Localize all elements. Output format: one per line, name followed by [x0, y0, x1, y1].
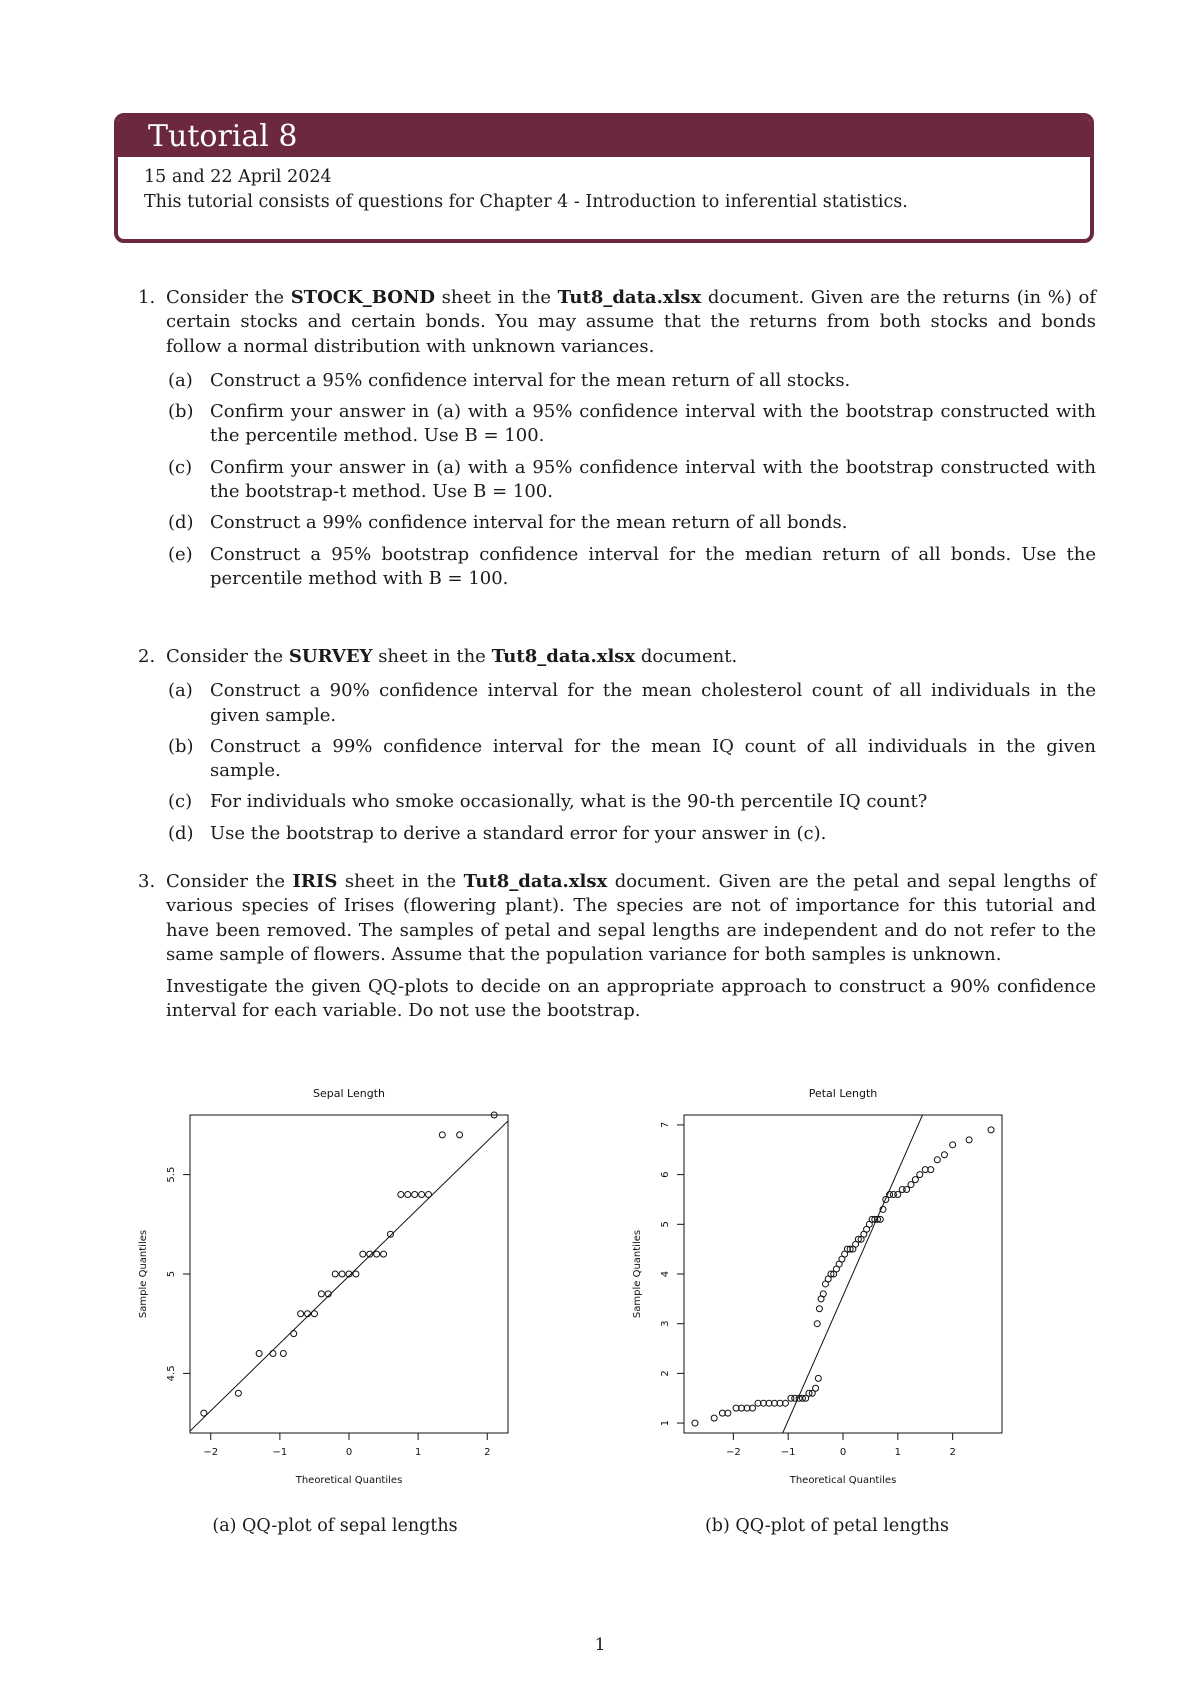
- x-tick-label: −2: [725, 1447, 741, 1458]
- y-tick-label: 5: [660, 1221, 671, 1228]
- y-tick-label: 5.5: [166, 1166, 177, 1183]
- sub-question: (c) Confirm your answer in (a) with a 95% confidence interval with the bootstrap constructed with the bootstrap-t method. Use B = 100.: [168, 456, 1096, 503]
- x-tick-label: −1: [272, 1447, 288, 1458]
- sub-question: (c) For individuals who smoke occasionally, what is the 90-th percentile IQ count?: [168, 791, 928, 813]
- y-tick-label: 1: [660, 1419, 671, 1427]
- x-tick-label: 0: [839, 1447, 847, 1458]
- data-point: [814, 1321, 820, 1327]
- data-point: [419, 1192, 425, 1198]
- y-tick-label: 7: [660, 1121, 671, 1129]
- data-point: [692, 1420, 698, 1426]
- page-number: 1: [594, 1635, 606, 1655]
- x-tick-label: −1: [780, 1447, 796, 1458]
- tutorial-description: This tutorial consists of questions for Chapter 4 - Introduction to inferential statistics.: [144, 192, 908, 212]
- question-stem: Consider the STOCK_BOND sheet in the Tut8_data.xlsx document. Given are the returns (in %) of certain stocks and certain bonds. You may assume that the returns from both stocks and bonds follow a normal distribution with unknown variances.: [166, 287, 1096, 357]
- data-point: [374, 1251, 380, 1257]
- data-point: [988, 1127, 994, 1133]
- data-point: [280, 1351, 286, 1357]
- x-tick-label: 2: [949, 1447, 956, 1458]
- y-axis-label: Sample Quantiles: [138, 1229, 149, 1319]
- sub-question: (b) Construct a 99% confidence interval for the mean IQ count of all individuals in the given sample.: [168, 735, 1096, 782]
- data-point: [908, 1182, 914, 1188]
- data-point: [820, 1291, 826, 1297]
- x-tick-label: 1: [414, 1447, 422, 1458]
- data-point: [318, 1291, 324, 1297]
- data-point: [405, 1192, 411, 1198]
- sub-question: (e) Construct a 95% bootstrap confidence interval for the median return of all bonds. Use the percentile method with B = 100.: [168, 543, 1096, 589]
- data-point: [201, 1410, 207, 1416]
- data-point: [412, 1192, 418, 1198]
- sheet-name: IRIS: [292, 871, 338, 892]
- data-point: [387, 1231, 393, 1237]
- chart-title: Petal Length: [808, 1087, 878, 1100]
- data-point: [966, 1137, 972, 1143]
- file-name: Tut8_data.xlsx: [491, 646, 636, 667]
- figure-caption-b: (b) QQ-plot of petal lengths: [704, 1516, 950, 1536]
- question-instruction: Investigate the given QQ-plots to decide on an appropriate approach to construct a 90% confidence interval for each variable. Do not use the bootstrap.: [166, 976, 1096, 1022]
- data-point: [934, 1157, 940, 1163]
- data-point: [256, 1351, 262, 1357]
- data-point: [381, 1251, 387, 1257]
- x-tick-label: 1: [894, 1447, 902, 1458]
- tutorial-title: Tutorial 8: [118, 117, 1090, 157]
- data-point: [904, 1187, 910, 1193]
- qq-plot-petal-length: [622, 1075, 1022, 1495]
- qq-plot-sepal-length: [128, 1075, 528, 1495]
- data-point: [426, 1192, 432, 1198]
- data-point: [815, 1375, 821, 1381]
- question-stem: Consider the IRIS sheet in the Tut8_data.xlsx document. Given are the petal and sepal lengths of various species of Irises (flowering plant). The species are not of importance for this tutorial and have been removed. The samples of petal and sepal lengths are independent and do not refer to the same sample of flowers. Assume that the population variance for both samples is unknown.: [166, 871, 1096, 965]
- data-point: [950, 1142, 956, 1148]
- tutorial-header-box: [114, 113, 1094, 243]
- question-1: [138, 286, 1096, 598]
- data-point: [332, 1271, 338, 1277]
- data-point: [291, 1331, 297, 1337]
- question-stem: Consider the SURVEY sheet in the Tut8_data.xlsx document.: [166, 646, 738, 667]
- sub-question: (a) Construct a 90% confidence interval for the mean cholesterol count of all individuals in the given sample.: [168, 680, 1096, 726]
- file-name: Tut8_data.xlsx: [557, 287, 702, 308]
- data-point: [457, 1132, 463, 1138]
- y-tick-label: 6: [660, 1171, 671, 1178]
- y-tick-label: 3: [660, 1320, 671, 1327]
- figure-caption-a: (a) QQ-plot of sepal lengths: [212, 1516, 458, 1536]
- data-point: [941, 1152, 947, 1158]
- data-point: [360, 1251, 366, 1257]
- data-point: [339, 1271, 345, 1277]
- y-tick-label: 5: [166, 1270, 177, 1278]
- sub-question: (b) Confirm your answer in (a) with a 95% confidence interval with the bootstrap constructed with the percentile method. Use B = 100.: [168, 401, 1096, 447]
- y-axis-label: Sample Quantiles: [632, 1229, 643, 1319]
- sub-question: (d) Use the bootstrap to derive a standard error for your answer in (c).: [168, 822, 827, 844]
- x-tick-label: 2: [484, 1447, 491, 1458]
- y-tick-label: 4: [660, 1270, 671, 1278]
- question-number: 2.: [138, 646, 156, 667]
- question-3: [138, 870, 1096, 1024]
- chart-title: Sepal Length: [313, 1087, 385, 1100]
- y-tick-label: 4.5: [166, 1365, 177, 1382]
- data-point: [311, 1311, 317, 1317]
- sheet-name: SURVEY: [288, 646, 373, 667]
- data-point: [813, 1385, 819, 1391]
- y-tick-label: 2: [660, 1370, 671, 1377]
- sub-question: (d) Construct a 99% confidence interval for the mean return of all bonds.: [168, 512, 848, 534]
- data-point: [398, 1192, 404, 1198]
- question-number: 1.: [138, 287, 156, 308]
- tutorial-date: 15 and 22 April 2024: [144, 167, 332, 187]
- data-point: [439, 1132, 445, 1138]
- reference-line: [190, 1121, 508, 1431]
- data-point: [816, 1306, 822, 1312]
- reference-line: [783, 1115, 923, 1433]
- data-point: [917, 1172, 923, 1178]
- x-axis-label: Theoretical Quantiles: [295, 1475, 403, 1486]
- data-point: [711, 1415, 717, 1421]
- x-axis-label: Theoretical Quantiles: [789, 1475, 897, 1486]
- file-name: Tut8_data.xlsx: [463, 871, 608, 892]
- data-point: [235, 1390, 241, 1396]
- x-tick-label: 0: [345, 1447, 353, 1458]
- sheet-name: STOCK_BOND: [290, 287, 436, 308]
- sub-question: (a) Construct a 95% confidence interval for the mean return of all stocks.: [168, 369, 851, 391]
- data-point: [895, 1192, 901, 1198]
- data-point: [912, 1177, 918, 1183]
- data-point: [270, 1351, 276, 1357]
- data-point: [298, 1311, 304, 1317]
- question-number: 3.: [138, 871, 156, 892]
- question-2: [138, 645, 1096, 853]
- plot-frame: [190, 1115, 508, 1433]
- plot-frame: [684, 1115, 1002, 1433]
- x-tick-label: −2: [203, 1447, 219, 1458]
- data-point: [353, 1271, 359, 1277]
